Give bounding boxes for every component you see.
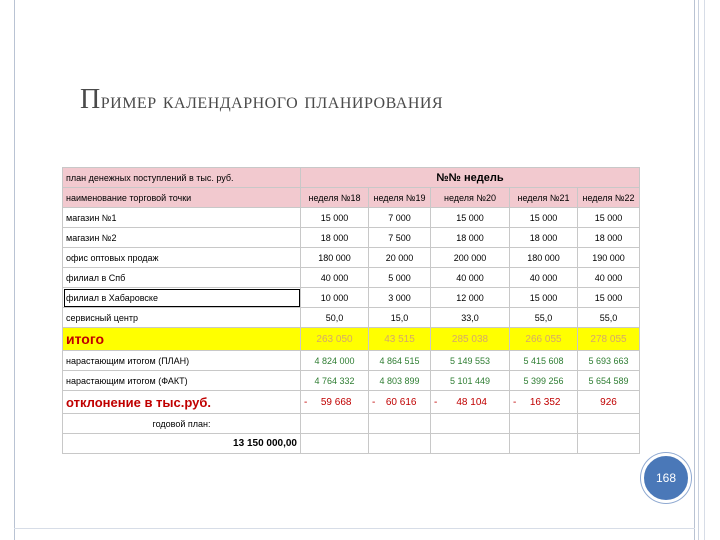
cell-value[interactable]: 33,0 [431,308,510,328]
deviation-cell[interactable] [369,391,431,414]
deviation-value: 16 352 [529,396,561,408]
frame-line [694,0,695,540]
deviation-cell[interactable] [510,391,578,414]
row-name[interactable]: офис оптовых продаж [63,248,301,268]
deviation-cell[interactable] [431,391,510,414]
cell-value[interactable]: 18 000 [301,228,369,248]
cell-value[interactable]: 55,0 [510,308,578,328]
total-value[interactable]: 285 038 [431,328,510,351]
empty-cell[interactable] [369,434,431,454]
annual-value[interactable]: 13 150 000,00 [63,434,301,454]
deviation-value: 60 616 [385,396,417,408]
table-row [63,228,640,248]
deviation-row [63,391,640,414]
cell-value[interactable]: 18 000 [578,228,640,248]
table-row [63,288,640,308]
cell-value[interactable]: 180 000 [510,248,578,268]
deviation-cell[interactable] [578,391,640,414]
annual-label[interactable]: годовой план: [63,414,301,434]
page-number-badge: 168 [641,453,691,503]
cell-value[interactable]: 190 000 [578,248,640,268]
cell-value[interactable]: 3 000 [369,288,431,308]
planning-table [62,167,640,454]
cumulative-fact-row [63,371,640,391]
total-row [63,328,640,351]
cum-plan-value[interactable]: 5 149 553 [431,351,510,371]
minus-sign: - [434,396,438,408]
cell-value[interactable]: 15 000 [431,208,510,228]
cell-value[interactable]: 40 000 [578,268,640,288]
cum-fact-value[interactable]: 5 399 256 [510,371,578,391]
cell-value[interactable]: 15 000 [510,208,578,228]
cum-fact-value[interactable]: 5 654 589 [578,371,640,391]
row-name[interactable]: филиал в Спб [63,268,301,288]
row-name[interactable]: сервисный центр [63,308,301,328]
cell-value[interactable]: 18 000 [510,228,578,248]
minus-sign: - [304,396,308,408]
row-name[interactable]: магазин №1 [63,208,301,228]
deviation-label[interactable]: отклонение в тыс.руб. [63,391,301,414]
cell-value[interactable]: 40 000 [510,268,578,288]
title-initial: П [80,84,101,115]
minus-sign: - [372,396,376,408]
empty-cell[interactable] [510,434,578,454]
table-row [63,268,640,288]
annual-value-row [63,434,640,454]
cum-fact-value[interactable]: 4 803 899 [369,371,431,391]
slide-title [80,84,443,116]
cell-value[interactable]: 50,0 [301,308,369,328]
empty-cell[interactable] [301,434,369,454]
cell-value[interactable]: 15,0 [369,308,431,328]
frame-line [704,0,705,540]
deviation-value: 59 668 [320,396,352,408]
week-label[interactable]: неделя №19 [369,188,431,208]
cell-value[interactable]: 5 000 [369,268,431,288]
cum-plan-value[interactable]: 4 864 515 [369,351,431,371]
table-row [63,248,640,268]
name-header[interactable]: наименование торговой точки [63,188,301,208]
header-row-2 [63,188,640,208]
empty-cell[interactable] [578,434,640,454]
cell-value[interactable]: 40 000 [431,268,510,288]
week-label[interactable]: неделя №21 [510,188,578,208]
cell-value[interactable]: 12 000 [431,288,510,308]
minus-sign: - [513,396,517,408]
empty-cell[interactable] [578,414,640,434]
table-row [63,208,640,228]
week-label[interactable]: неделя №22 [578,188,640,208]
weeks-title[interactable]: №№ недель [301,168,640,188]
cell-value[interactable]: 200 000 [431,248,510,268]
cell-value[interactable]: 15 000 [510,288,578,308]
cell-value[interactable]: 18 000 [431,228,510,248]
empty-cell[interactable] [301,414,369,434]
total-value[interactable]: 263 050 [301,328,369,351]
total-value[interactable]: 266 055 [510,328,578,351]
header-label[interactable]: план денежных поступлений в тыс. руб. [63,168,301,188]
cell-value[interactable]: 15 000 [301,208,369,228]
week-label[interactable]: неделя №20 [431,188,510,208]
cell-value[interactable]: 55,0 [578,308,640,328]
deviation-value: 48 104 [456,396,487,408]
table-row [63,308,640,328]
cum-plan-value[interactable]: 5 415 608 [510,351,578,371]
cell-value[interactable]: 7 500 [369,228,431,248]
cell-value[interactable]: 7 000 [369,208,431,228]
deviation-value: 926 [600,396,617,408]
cell-value[interactable]: 180 000 [301,248,369,268]
empty-cell[interactable] [431,414,510,434]
cum-plan-value[interactable]: 5 693 663 [578,351,640,371]
cell-value[interactable]: 15 000 [578,208,640,228]
cum-fact-value[interactable]: 5 101 449 [431,371,510,391]
title-rest: ример календарного планирования [100,88,444,113]
row-name[interactable]: филиал в Хабаровске [63,288,301,308]
annual-label-row [63,414,640,434]
row-name[interactable]: магазин №2 [63,228,301,248]
empty-cell[interactable] [510,414,578,434]
frame-line [14,528,695,529]
cumulative-plan-row [63,351,640,371]
cell-value[interactable]: 15 000 [578,288,640,308]
cum-fact-label[interactable]: нарастающим итогом (ФАКТ) [63,371,301,391]
empty-cell[interactable] [431,434,510,454]
cell-value[interactable]: 20 000 [369,248,431,268]
week-label[interactable]: неделя №18 [301,188,369,208]
total-value[interactable]: 278 055 [578,328,640,351]
cell-value[interactable]: 40 000 [301,268,369,288]
cell-value[interactable]: 10 000 [301,288,369,308]
cum-plan-value[interactable]: 4 824 000 [301,351,369,371]
frame-line [14,0,15,540]
header-row-1 [63,168,640,188]
total-label[interactable]: итого [63,328,301,351]
deviation-cell[interactable] [301,391,369,414]
cum-fact-value[interactable]: 4 764 332 [301,371,369,391]
empty-cell[interactable] [369,414,431,434]
total-value[interactable]: 43 515 [369,328,431,351]
cum-plan-label[interactable]: нарастающим итогом (ПЛАН) [63,351,301,371]
frame-line [698,0,699,540]
